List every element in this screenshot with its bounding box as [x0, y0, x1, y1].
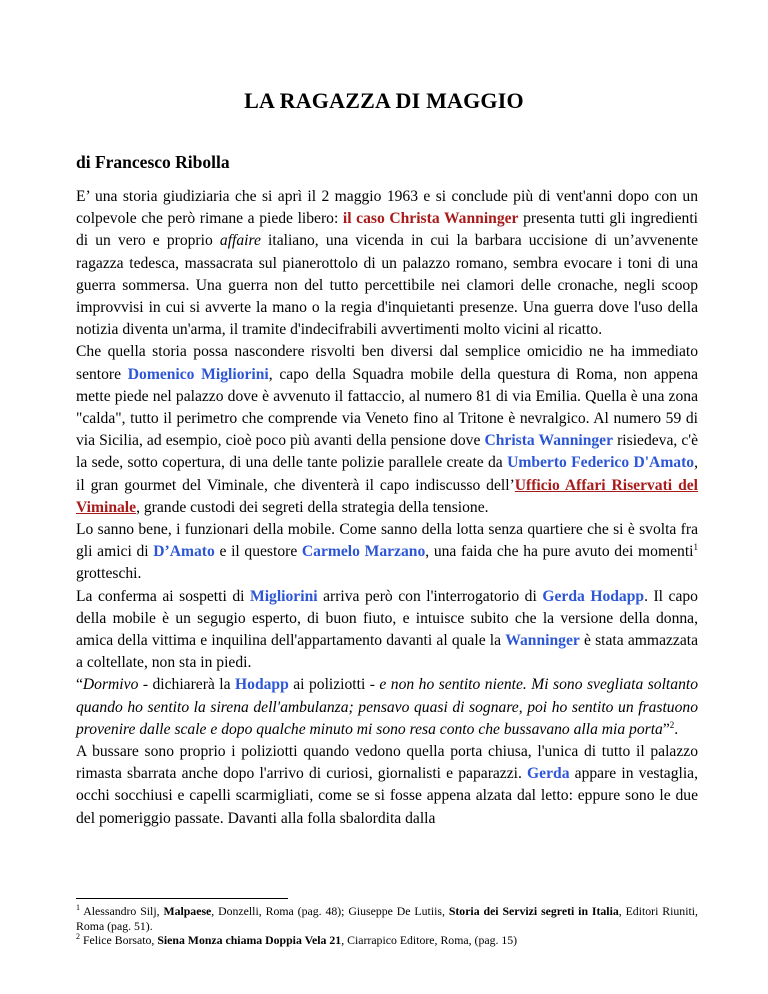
text: , grande custodi dei segreti della strategia della tensione.: [136, 498, 489, 516]
footnote-ref-1[interactable]: 1: [693, 542, 698, 553]
name-migliorini: Domenico Migliorini: [127, 365, 269, 383]
paragraph-2: [76, 341, 698, 519]
book-title: Siena Monza chiama Doppia Vela 21: [157, 933, 342, 947]
paragraph-4: [76, 586, 698, 675]
paragraph-6: [76, 741, 698, 830]
author-line: di Francesco Ribolla: [76, 152, 230, 172]
name-wanninger: Wanninger: [505, 632, 580, 650]
text: Alessandro Silj,: [80, 904, 164, 918]
italic-quote: Dormivo: [82, 676, 139, 694]
text: Che quella storia possa nascondere risvolti ben diversi dal semplice omicidio ne ha immediato sentore: [76, 343, 698, 383]
text: presenta tutti gli ingredienti di un vero e proprio: [76, 210, 698, 250]
footnote-1: [76, 904, 698, 933]
text: - dichiarerà la: [138, 676, 236, 694]
footnote-divider: [76, 898, 288, 899]
name-marzano: Carmelo Marzano: [301, 543, 426, 561]
name-wanninger: Christa Wanninger: [484, 432, 614, 450]
book-title: Storia dei Servizi segreti in Italia: [448, 904, 619, 918]
text: grotteschi.: [76, 565, 142, 583]
footnote-ref-2[interactable]: 2: [669, 719, 675, 730]
text: , il gran gourmet del Viminale, che diventerà il capo indiscusso dell’: [76, 454, 699, 494]
name-hodapp: Hodapp: [235, 676, 289, 694]
name-damato: D’Amato: [153, 543, 215, 561]
footnote-number: 2: [76, 932, 80, 941]
text: arriva però con l'interrogatorio di: [317, 587, 543, 605]
footnote-number: 1: [76, 903, 80, 912]
footnote-2: [76, 933, 698, 948]
document-title: LA RAGAZZA DI MAGGIO: [244, 88, 524, 113]
text: A bussare sono proprio i poliziotti quando vedono quella porta chiusa, l'unica di tutto il palazzo rimasta sbarrata anche dopo l'arrivo di curiosi, giornalisti e paparazzi.: [76, 743, 698, 783]
highlight-caso-wanninger: il caso Christa Wanninger: [342, 210, 519, 228]
name-gerda: Gerda: [527, 765, 570, 783]
quote-mark: “: [76, 676, 83, 694]
text: appare in vestaglia, occhi socchiusi e capelli scarmigliati, come se si fosse appena alzata dal letto: eppure sono le due del pomeriggio passate. Davanti alla folla sbalordita dalla: [76, 765, 698, 827]
link-ufficio-affari-riservati[interactable]: Ufficio Affari Riservati del Viminale: [76, 476, 698, 516]
text: Lo sanno bene, i funzionari della mobile. Come sanno della lotta senza quartiere che si è svolta fra gli amici di: [76, 521, 698, 561]
text: , Editori Riuniti, Roma (pag. 51).: [76, 904, 698, 933]
text: La conferma ai sospetti di: [76, 587, 250, 605]
text: Felice Borsato,: [80, 933, 158, 947]
text: E’ una storia giudiziaria che si aprì il 2 maggio 1963 e si conclude più di vent'anni dopo con un colpevole che però rimane a piede libero:: [76, 188, 698, 228]
text: , capo della Squadra mobile della questura di Roma, non appena mette piede nel palazzo dove è avvenuto il fattaccio, al numero 81 di via Emilia. Quella è una zona "calda", tutto il perimetro che comprende via Veneto fino al Tritone è nevralgico. Al numero 59 di via Sicilia, ad esempio, cioè poco più avanti della pensione dove: [76, 365, 698, 450]
text: risiedeva, c'è la sede, sotto copertura, di una delle tante polizie parallele create da: [76, 432, 698, 472]
paragraph-5: [76, 674, 698, 741]
paragraph-1: [76, 186, 698, 341]
text: , una faida che ha pure avuto dei momenti: [425, 543, 694, 561]
text: , Donzelli, Roma (pag. 48); Giuseppe De Lutiis,: [211, 904, 449, 918]
text: , Ciarrapico Editore, Roma, (pag. 15): [341, 933, 518, 947]
article-body: [76, 186, 698, 830]
quote-mark: ”: [662, 720, 670, 738]
paragraph-3: [76, 519, 698, 586]
italic-quote: e non ho sentito niente. Mi sono svegliata soltanto quando ho sentito la sirena dell'ambulanza; pensavo quasi di sognare, poi ho sentito un frastuono provenire dalle scale e dopo qualche minuto mi sono resa conto che bussavano alla mia porta: [76, 676, 698, 738]
text: è stata ammazzata a coltellate, non sta in piedi.: [76, 632, 699, 672]
text: ai poliziotti -: [288, 676, 380, 694]
name-migliorini: Migliorini: [250, 587, 318, 605]
footnotes: [76, 904, 698, 948]
book-title: Malpaese: [163, 904, 212, 918]
text: . Il capo della mobile è un segugio esperto, di buon fiuto, e intuisce subito che la versione della donna, amica della vittima e inquilina dell'appartamento davanti al quale la: [76, 587, 698, 650]
name-damato: Umberto Federico D'Amato: [507, 454, 695, 472]
italic-affaire: affaire: [219, 232, 261, 250]
text: .: [674, 720, 679, 738]
text: e il questore: [214, 543, 302, 561]
text: italiano, una vicenda in cui la barbara uccisione di un’avvenente ragazza tedesca, massacrata sul pianerottolo di un palazzo romano, sembra evocare i toni di una guerra sommersa. Una guerra non del tutto percettibile nei clamori delle cronache, negli scoop improvvisi in cui si avverte la mano o la regia d'inquietanti presenze. Una guerra dove l'uso della notizia diventa un'arma, il tramite d'indecifrabili avvertimenti molto vicini al ricatto.: [76, 232, 699, 339]
name-hodapp: Gerda Hodapp: [542, 587, 645, 605]
